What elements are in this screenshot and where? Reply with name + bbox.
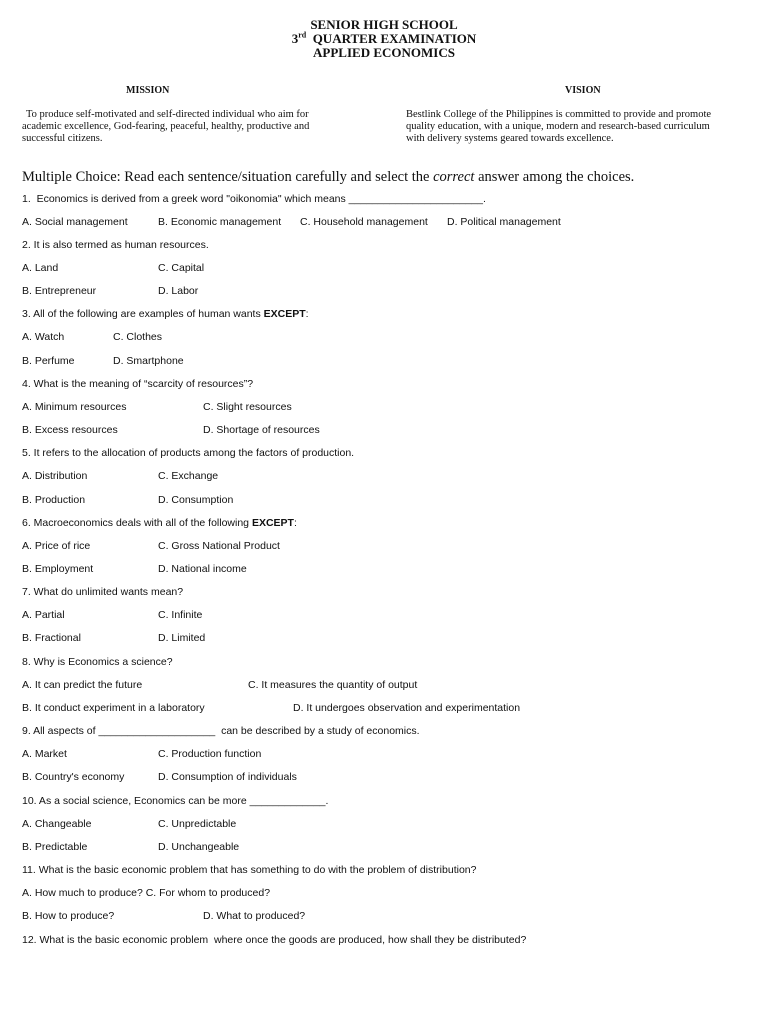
option: C. Unpredictable	[158, 818, 237, 830]
option: C. Production function	[158, 748, 262, 760]
option: D. Unchangeable	[158, 841, 240, 853]
option: A. Social management	[22, 216, 128, 228]
mission-text	[22, 109, 356, 146]
option: D. Labor	[158, 285, 199, 297]
option: A. How much to produce? C. For whom to produced?	[22, 887, 271, 899]
option: B. Fractional	[22, 632, 81, 644]
option: C. Capital	[158, 262, 205, 274]
school-name: SENIOR HIGH SCHOOL	[310, 17, 458, 32]
option: C. Slight resources	[203, 401, 292, 413]
option: A. Minimum resources	[22, 401, 127, 413]
vision-text	[406, 109, 751, 146]
question-6	[22, 517, 297, 529]
option: D. Limited	[158, 632, 206, 644]
mission-line: successful citizens.	[22, 133, 103, 145]
option: C. Exchange	[158, 470, 219, 482]
vision-line: quality education, with a unique, modern and research-based curriculum	[406, 121, 710, 133]
option: C. Gross National Product	[158, 540, 280, 552]
question-5: 5. It refers to the allocation of products among the factors of production.	[22, 447, 355, 459]
option: A. Market	[22, 748, 67, 760]
option: B. Predictable	[22, 841, 88, 853]
option: A. Price of rice	[22, 540, 91, 552]
option: D. What to produced?	[203, 910, 306, 922]
vision-line: Bestlink College of the Philippines is committed to provide and promote	[406, 109, 712, 120]
instructions-emphasis: correct	[433, 169, 475, 185]
option: A. It can predict the future	[22, 679, 143, 691]
question-stem-end: :	[293, 517, 297, 529]
mission-line: academic excellence, God-fearing, peaceful, healthy, productive and	[22, 121, 310, 133]
quarter-label: QUARTER EXAMINATION	[312, 31, 477, 46]
question-3	[22, 308, 309, 320]
quarter-title	[0, 32, 768, 46]
option: D. Smartphone	[113, 355, 184, 367]
exam-header	[0, 18, 768, 60]
question-stem-bold: EXCEPT	[251, 517, 294, 529]
option: A. Partial	[22, 609, 65, 621]
question-1: 1. Economics is derived from a greek word "oikonomia" which means _______________________.	[22, 193, 486, 205]
option: B. How to produce?	[22, 910, 115, 922]
option: D. It undergoes observation and experimentation	[293, 702, 521, 714]
question-4: 4. What is the meaning of “scarcity of resources”?	[22, 378, 254, 390]
question-stem: 3. All of the following are examples of human wants	[22, 308, 264, 320]
question-8: 8. Why is Economics a science?	[22, 656, 173, 668]
option: B. It conduct experiment in a laboratory	[22, 702, 205, 714]
option: C. It measures the quantity of output	[248, 679, 418, 691]
vision-line: with delivery systems geared towards excellence.	[406, 133, 614, 145]
option: D. Consumption	[158, 494, 234, 506]
instructions-text: Multiple Choice: Read each sentence/situation carefully and select the	[22, 169, 434, 185]
option: A. Watch	[22, 331, 65, 343]
instructions	[22, 169, 634, 186]
option: B. Country's economy	[22, 771, 125, 783]
mission-title: MISSION	[126, 85, 170, 96]
option: C. Clothes	[113, 331, 163, 343]
option: D. Political management	[447, 216, 561, 228]
option: A. Land	[22, 262, 59, 274]
quarter-number: 3	[291, 31, 299, 46]
instructions-text-end: answer among the choices.	[474, 169, 635, 185]
question-9: 9. All aspects of ____________________ can be described by a study of economics.	[22, 725, 420, 737]
option: A. Distribution	[22, 470, 88, 482]
option: C. Household management	[300, 216, 428, 228]
question-11: 11. What is the basic economic problem that has something to do with the problem of distribution?	[22, 864, 477, 876]
question-stem-bold: EXCEPT	[263, 308, 306, 320]
option: D. National income	[158, 563, 247, 575]
option: B. Employment	[22, 563, 94, 575]
subject-title: APPLIED ECONOMICS	[313, 45, 455, 60]
option: B. Excess resources	[22, 424, 118, 436]
mission-line: To produce self-motivated and self-directed individual who aim for	[26, 109, 309, 120]
option: B. Entrepreneur	[22, 285, 97, 297]
question-stem-end: :	[305, 308, 309, 320]
quarter-suffix: rd	[298, 30, 307, 40]
question-2: 2. It is also termed as human resources.	[22, 239, 209, 251]
question-7: 7. What do unlimited wants mean?	[22, 586, 184, 598]
option: C. Infinite	[158, 609, 203, 621]
option: B. Economic management	[158, 216, 282, 228]
option: D. Consumption of individuals	[158, 771, 297, 783]
question-stem: 6. Macroeconomics deals with all of the following	[22, 517, 252, 529]
question-12: 12. What is the basic economic problem where once the goods are produced, how shall they be distributed?	[22, 934, 527, 946]
option: B. Perfume	[22, 355, 75, 367]
option: A. Changeable	[22, 818, 92, 830]
option: D. Shortage of resources	[203, 424, 320, 436]
question-10: 10. As a social science, Economics can be more _____________.	[22, 795, 329, 807]
option: B. Production	[22, 494, 86, 506]
vision-title: VISION	[565, 85, 601, 96]
